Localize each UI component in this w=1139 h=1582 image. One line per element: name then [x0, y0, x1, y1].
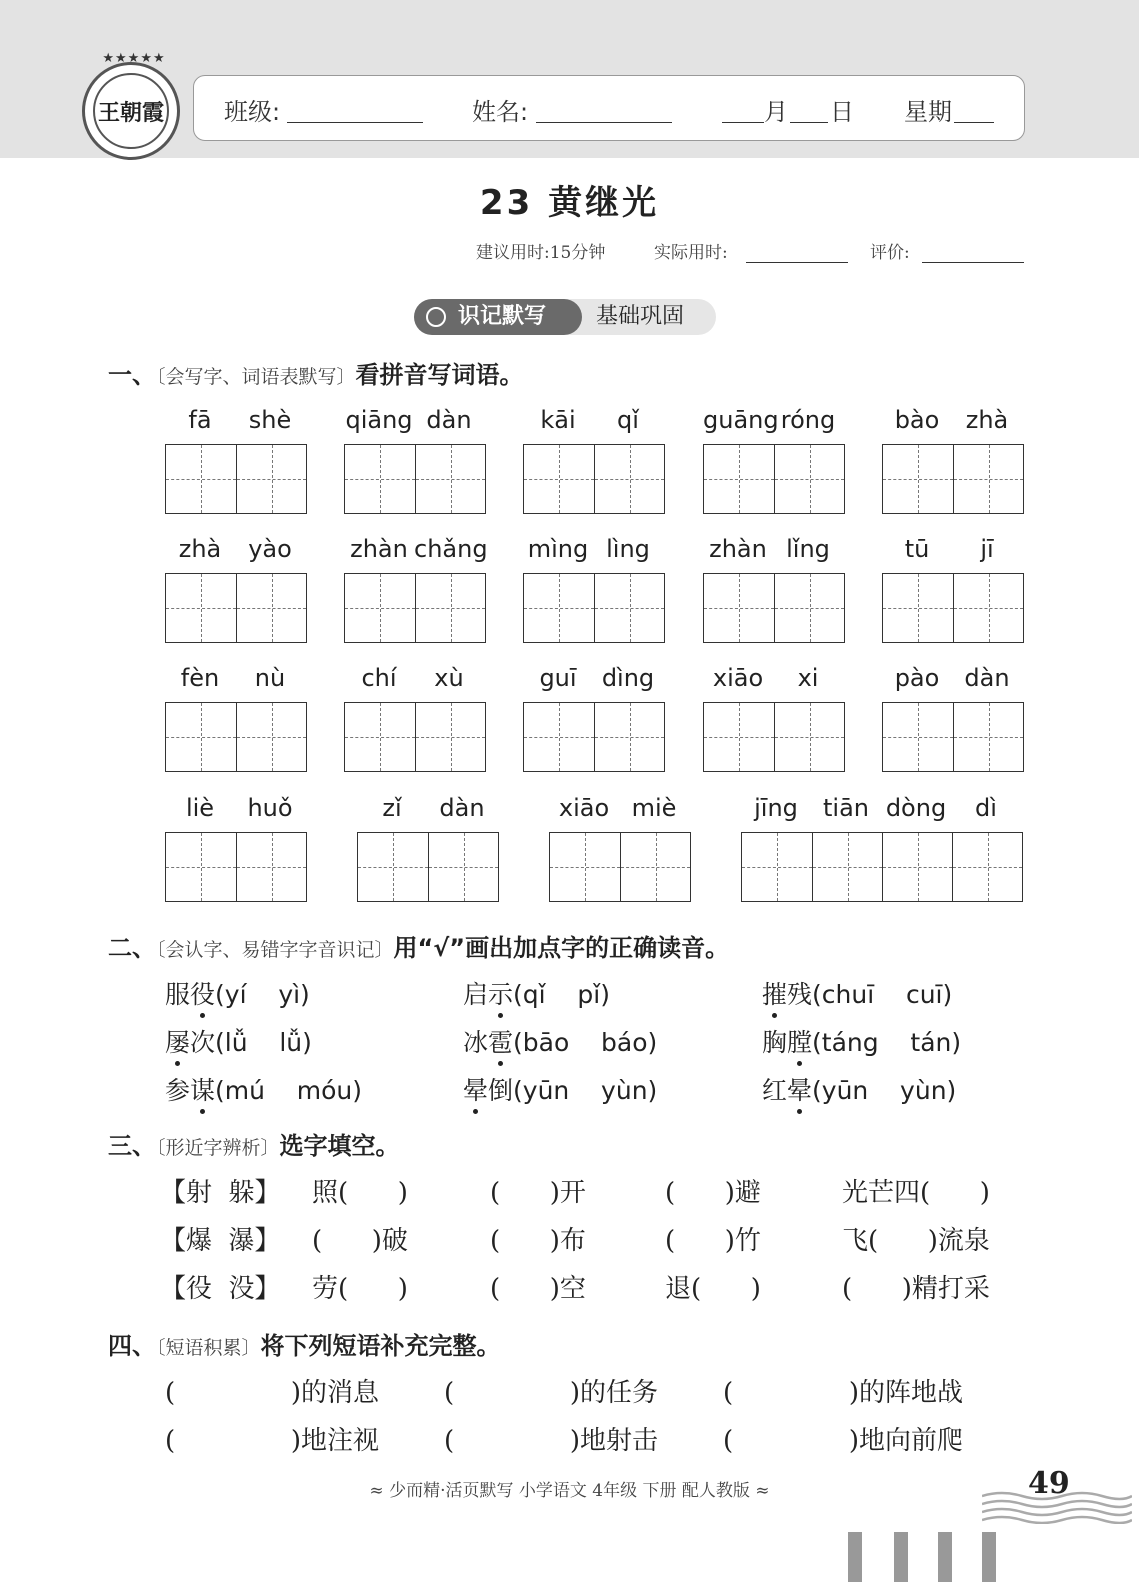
section-dark	[414, 299, 582, 335]
char-grid[interactable]	[703, 444, 845, 514]
char-cell[interactable]	[358, 833, 428, 901]
char-grid[interactable]	[344, 702, 486, 772]
phrase-blank[interactable]: ( )的消息	[165, 1378, 379, 1408]
phrase-blank[interactable]: ( )的阵地战	[723, 1378, 963, 1408]
actual-time-field[interactable]	[746, 236, 848, 263]
pinyin-syllable: pào	[894, 664, 940, 692]
pinyin-syllable: qǐ	[617, 406, 639, 434]
star-icons: ★★★★★	[102, 51, 166, 66]
phrase-blank[interactable]: ( )的任务	[444, 1378, 658, 1408]
char-grid[interactable]	[165, 702, 307, 772]
char-grid[interactable]	[165, 832, 307, 902]
logo-text: 王朝霞	[93, 73, 169, 149]
char-cell[interactable]	[166, 833, 236, 901]
char-cell[interactable]	[524, 574, 594, 642]
char-cell[interactable]	[428, 833, 498, 901]
fill-blank[interactable]: ( )空	[490, 1274, 586, 1304]
pinyin-syllable: dàn	[439, 794, 485, 822]
pinyin-options[interactable]: (yūn yùn)	[513, 1076, 658, 1105]
pinyin-syllable: fā	[188, 406, 212, 434]
pinyin-syllable: tū	[904, 535, 930, 563]
pinyin-syllable: guī	[539, 664, 577, 692]
q1-text: 看拼音写词语。	[355, 361, 524, 389]
pinyin-syllable: miè	[631, 794, 677, 822]
suggested-time: 建议用时:15分钟	[476, 243, 606, 263]
pinyin-options[interactable]: (qǐ pǐ)	[513, 980, 610, 1009]
q3-text: 选字填空。	[279, 1132, 400, 1160]
char-grid[interactable]	[549, 832, 691, 902]
fill-blank[interactable]: ( )布	[490, 1226, 586, 1256]
q4-tag: 〔短语积累〕	[156, 1337, 261, 1359]
pinyin-syllable: zhàn	[709, 535, 767, 563]
edge-bar	[938, 1532, 952, 1582]
char-choice-pair: 【役 没】	[160, 1274, 281, 1304]
name-label: 姓名:	[472, 98, 529, 126]
weekday-field[interactable]	[954, 94, 994, 123]
char-cell[interactable]	[345, 574, 415, 642]
char-grid[interactable]	[523, 444, 665, 514]
phrase-blank[interactable]: ( )地注视	[165, 1426, 379, 1456]
q2-number: 二、	[108, 934, 156, 962]
pinyin-syllable: huǒ	[247, 794, 293, 822]
dotted-char: 摧	[762, 975, 787, 1011]
char-grid[interactable]	[741, 832, 1023, 902]
word-char: 倒	[488, 1076, 514, 1105]
char-cell[interactable]	[620, 833, 690, 901]
char-cell[interactable]	[524, 703, 594, 771]
word-char: 启	[463, 980, 489, 1009]
pinyin-syllable: dì	[975, 794, 997, 822]
pinyin-syllable: zǐ	[382, 794, 402, 822]
page-title: 23 黄继光	[479, 183, 660, 223]
q1-tag: 〔会写字、词语表默写〕	[156, 366, 356, 388]
dotted-char: 雹	[488, 1023, 513, 1059]
pinyin-syllable: shè	[248, 406, 292, 434]
class-field[interactable]	[287, 94, 423, 123]
pinyin-syllable: chí	[361, 664, 397, 692]
fill-blank[interactable]: ( )竹	[665, 1226, 761, 1256]
pinyin-options[interactable]: (yí yì)	[215, 980, 310, 1009]
char-grid[interactable]	[703, 702, 845, 772]
pinyin-syllable: róng	[780, 406, 836, 434]
dotted-char: 屡	[165, 1023, 190, 1059]
fill-blank[interactable]: 劳( )	[312, 1274, 408, 1304]
pinyin-syllable: xù	[434, 664, 464, 692]
char-cell[interactable]	[704, 445, 774, 513]
page-number: 49	[1028, 1466, 1070, 1501]
fill-blank[interactable]: 光芒四( )	[842, 1178, 990, 1208]
pinyin-options[interactable]: (lǚ lǚ)	[215, 1028, 312, 1057]
pinyin-syllable: dàn	[964, 664, 1010, 692]
char-cell[interactable]	[594, 445, 664, 513]
word-char: 残	[787, 980, 813, 1009]
fill-blank[interactable]: ( )破	[312, 1226, 408, 1256]
edge-bar	[848, 1532, 862, 1582]
char-cell[interactable]	[704, 574, 774, 642]
pinyin-syllable: qiāng	[345, 406, 413, 434]
char-grid[interactable]	[165, 573, 307, 643]
char-cell[interactable]	[236, 445, 306, 513]
char-cell[interactable]	[345, 703, 415, 771]
pinyin-options[interactable]: (chuī cuī)	[812, 980, 953, 1009]
q2-tag: 〔会认字、易错字字音识记〕	[156, 939, 394, 961]
actual-time-label: 实际用时:	[654, 243, 728, 263]
char-cell[interactable]	[594, 703, 664, 771]
char-cell[interactable]	[236, 833, 306, 901]
char-grid[interactable]	[344, 444, 486, 514]
char-cell[interactable]	[550, 833, 620, 901]
char-cell[interactable]	[953, 445, 1023, 513]
pinyin-syllable: xiāo	[712, 664, 764, 692]
q3-number: 三、	[108, 1132, 156, 1160]
char-grid[interactable]	[882, 702, 1024, 772]
pinyin-options[interactable]: (bāo báo)	[513, 1028, 658, 1057]
name-field[interactable]	[536, 94, 672, 123]
word-char: 冰	[463, 1028, 489, 1057]
dotted-char: 示	[488, 975, 513, 1011]
pronunciation-item[interactable]	[165, 1023, 312, 1059]
char-grid[interactable]	[165, 444, 307, 514]
char-cell[interactable]	[415, 574, 485, 642]
pinyin-syllable: zhà	[178, 535, 222, 563]
footer-text: ≈ 少而精·活页默写 小学语文 4年级 下册 配人教版 ≈	[369, 1481, 770, 1501]
fill-blank[interactable]: ( )精打采	[842, 1274, 990, 1304]
day-field[interactable]	[790, 94, 828, 123]
char-cell[interactable]	[812, 833, 882, 901]
char-grid[interactable]	[523, 573, 665, 643]
pinyin-syllable: jī	[980, 535, 994, 563]
char-cell[interactable]	[415, 445, 485, 513]
day-label: 日	[830, 98, 854, 126]
char-grid[interactable]	[703, 573, 845, 643]
pronunciation-item[interactable]	[762, 1071, 956, 1107]
char-choice-pair: 【射 躲】	[160, 1178, 281, 1208]
q1-heading	[108, 355, 524, 390]
char-cell[interactable]	[704, 703, 774, 771]
char-grid[interactable]	[882, 573, 1024, 643]
pinyin-syllable: lǐng	[786, 535, 830, 563]
word-char: 胸	[762, 1028, 788, 1057]
char-cell[interactable]	[236, 703, 306, 771]
char-cell[interactable]	[953, 703, 1023, 771]
char-cell[interactable]	[952, 833, 1022, 901]
pinyin-options[interactable]: (yūn yùn)	[812, 1076, 957, 1105]
char-cell[interactable]	[742, 833, 812, 901]
phrase-blank[interactable]: ( )地向前爬	[723, 1426, 963, 1456]
pinyin-syllable: liè	[185, 794, 215, 822]
char-cell[interactable]	[882, 833, 952, 901]
section-light-label: 基础巩固	[596, 304, 685, 329]
word-char: 参	[165, 1076, 191, 1105]
edge-bar	[982, 1532, 996, 1582]
pinyin-syllable: zhàn	[350, 535, 408, 563]
q3-heading	[108, 1126, 400, 1161]
eval-field[interactable]	[922, 236, 1024, 263]
pinyin-options[interactable]: (táng tán)	[812, 1028, 962, 1057]
dotted-char: 役	[190, 975, 215, 1011]
pinyin-syllable: xi	[797, 664, 819, 692]
char-cell[interactable]	[883, 445, 953, 513]
char-cell[interactable]	[774, 445, 844, 513]
pinyin-syllable: nù	[254, 664, 286, 692]
class-label: 班级:	[224, 98, 281, 126]
dotted-char: 膛	[787, 1023, 812, 1059]
char-cell[interactable]	[883, 574, 953, 642]
pinyin-syllable: kāi	[540, 406, 576, 434]
phrase-blank[interactable]: ( )地射击	[444, 1426, 658, 1456]
month-label: 月	[764, 98, 788, 126]
pinyin-syllable: fèn	[180, 664, 220, 692]
q3-tag: 〔形近字辨析〕	[156, 1137, 280, 1159]
pinyin-syllable: xiāo	[558, 794, 610, 822]
pronunciation-item[interactable]	[463, 975, 610, 1011]
logo	[82, 51, 180, 160]
char-choice-pair: 【爆 瀑】	[160, 1226, 281, 1256]
pinyin-syllable: chǎng	[414, 535, 488, 563]
pinyin-syllable: zhà	[965, 406, 1009, 434]
medal-icon	[426, 307, 446, 327]
pinyin-syllable: guāng	[703, 406, 779, 434]
edge-bar	[894, 1532, 908, 1582]
pronunciation-item[interactable]	[165, 1071, 362, 1107]
pronunciation-item[interactable]	[165, 975, 310, 1011]
weekday-label: 星期	[904, 98, 952, 126]
char-cell[interactable]	[345, 445, 415, 513]
dotted-char: 谋	[190, 1071, 215, 1107]
pronunciation-item[interactable]	[762, 1023, 961, 1059]
char-cell[interactable]	[524, 445, 594, 513]
char-cell[interactable]	[415, 703, 485, 771]
pronunciation-item[interactable]	[463, 1023, 657, 1059]
char-cell[interactable]	[774, 574, 844, 642]
q1-number: 一、	[108, 361, 156, 389]
char-cell[interactable]	[953, 574, 1023, 642]
fill-blank[interactable]: 照( )	[312, 1178, 408, 1208]
char-cell[interactable]	[236, 574, 306, 642]
pinyin-syllable: mìng	[527, 535, 589, 563]
char-grid[interactable]	[344, 573, 486, 643]
pronunciation-item[interactable]	[463, 1071, 657, 1107]
pronunciation-item[interactable]	[762, 975, 952, 1011]
word-char: 服	[165, 980, 191, 1009]
pinyin-syllable: dìng	[601, 664, 655, 692]
q4-heading	[108, 1326, 501, 1361]
fill-blank[interactable]: ( )开	[490, 1178, 586, 1208]
char-grid[interactable]	[882, 444, 1024, 514]
char-grid[interactable]	[523, 702, 665, 772]
word-char: 次	[190, 1028, 216, 1057]
char-cell[interactable]	[774, 703, 844, 771]
section-dark-label: 识记默写	[458, 304, 547, 329]
pinyin-syllable: jīng	[754, 794, 798, 822]
month-field[interactable]	[722, 94, 764, 123]
char-grid[interactable]	[357, 832, 499, 902]
section-banner	[414, 299, 716, 335]
pinyin-syllable: dòng	[885, 794, 947, 822]
wave-decoration	[982, 1488, 1132, 1524]
fill-blank[interactable]: 退( )	[665, 1274, 761, 1304]
q4-number: 四、	[108, 1332, 156, 1360]
eval-label: 评价:	[870, 243, 910, 263]
char-cell[interactable]	[166, 703, 236, 771]
q4-text: 将下列短语补充完整。	[260, 1332, 501, 1360]
dotted-char: 晕	[463, 1071, 488, 1107]
pinyin-syllable: dàn	[426, 406, 472, 434]
char-cell[interactable]	[166, 574, 236, 642]
pinyin-options[interactable]: (mú móu)	[215, 1076, 363, 1105]
word-char: 红	[762, 1076, 788, 1105]
pinyin-syllable: lìng	[606, 535, 650, 563]
q2-heading	[108, 928, 729, 963]
char-cell[interactable]	[166, 445, 236, 513]
fill-blank[interactable]: 飞( )流泉	[842, 1226, 990, 1256]
pinyin-syllable: bào	[894, 406, 940, 434]
dotted-char: 晕	[787, 1071, 812, 1107]
pinyin-syllable: tiān	[823, 794, 869, 822]
fill-blank[interactable]: ( )避	[665, 1178, 761, 1208]
char-cell[interactable]	[883, 703, 953, 771]
pinyin-syllable: yào	[248, 535, 292, 563]
q2-text: 用“√”画出加点字的正确读音。	[393, 934, 730, 962]
char-cell[interactable]	[594, 574, 664, 642]
